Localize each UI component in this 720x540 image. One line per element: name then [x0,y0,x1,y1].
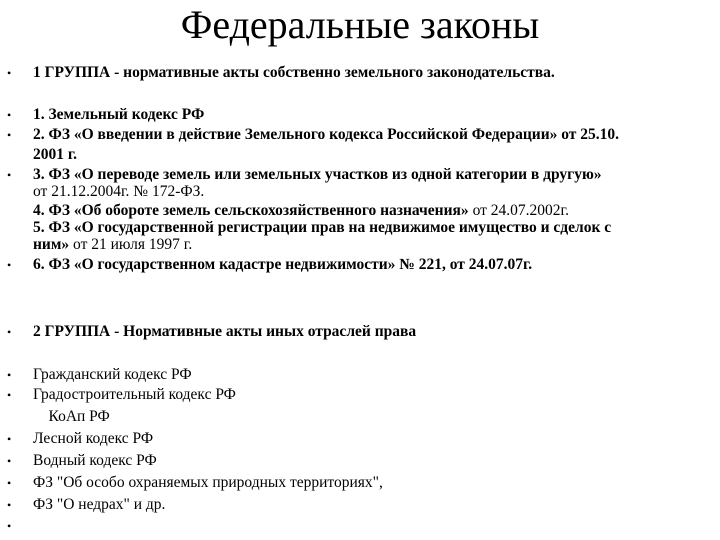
group1-item-3-line1: 3. ФЗ «О переводе земель или земельных участков из одной категории в другую» [33,166,602,183]
group2-item-6: ФЗ "Об особо охраняемых природных территориях", [33,474,383,491]
bullet-icon: • [7,325,12,339]
group1-heading: 1 ГРУППА - нормативные акты собственно земельного законодательства. [33,64,555,81]
group1-item-4-title: 4. ФЗ «Об обороте земель сельскохозяйственного назначения» [33,202,469,219]
bullet-icon: • [7,498,12,512]
group2-item-2: Градостроительный кодекс РФ [33,386,236,403]
group2-item-4: Лесной кодекс РФ [33,430,154,447]
bullet-icon: • [7,432,12,446]
bullet-icon: • [7,128,12,142]
bullet-icon: • [7,388,12,402]
bullet-icon: • [7,168,12,182]
group2-item-1: Гражданский кодекс РФ [33,366,192,383]
group1-item-5-line1: 5. ФЗ «О государственной регистрации прав на недвижимое имущество и сделок с [33,219,612,236]
group1-item-4-date: от 24.07.2002г. [468,202,569,219]
bullet-icon: • [7,258,12,272]
bullet-icon: • [7,66,12,80]
bullet-icon: • [7,519,12,533]
group2-item-3: КоАп РФ [33,408,110,425]
group1-item-6: 6. ФЗ «О государственном кадастре недвижимости» № 221, от 24.07.07г. [33,256,533,273]
group2-heading: 2 ГРУППА - Нормативные акты иных отраслей права [33,323,417,340]
group1-item-1: 1. Земельный кодекс РФ [33,106,205,123]
group1-item-2-line1: 2. ФЗ «О введении в действие Земельного кодекса Российской Федерации» от 25.10. [33,126,620,143]
bullet-icon: • [7,476,12,490]
group1-item-2-line2: 2001 г. [33,146,78,163]
group1-item-5-date: от 21 июля 1997 г. [69,236,193,253]
group1-item-5-title-end: ним» [33,236,70,253]
group1-item-4 [33,202,713,219]
bullet-icon: • [7,368,12,382]
group2-item-7: ФЗ "О недрах" и др. [33,496,166,513]
bullet-icon: • [7,108,12,122]
group1-item-5-line2 [33,236,713,253]
group2-item-5: Водный кодекс РФ [33,452,157,469]
bullet-icon: • [7,454,12,468]
page-title: Федеральные законы [180,2,540,47]
group1-item-3-line2: от 21.12.2004г. № 172-ФЗ. [33,183,205,200]
